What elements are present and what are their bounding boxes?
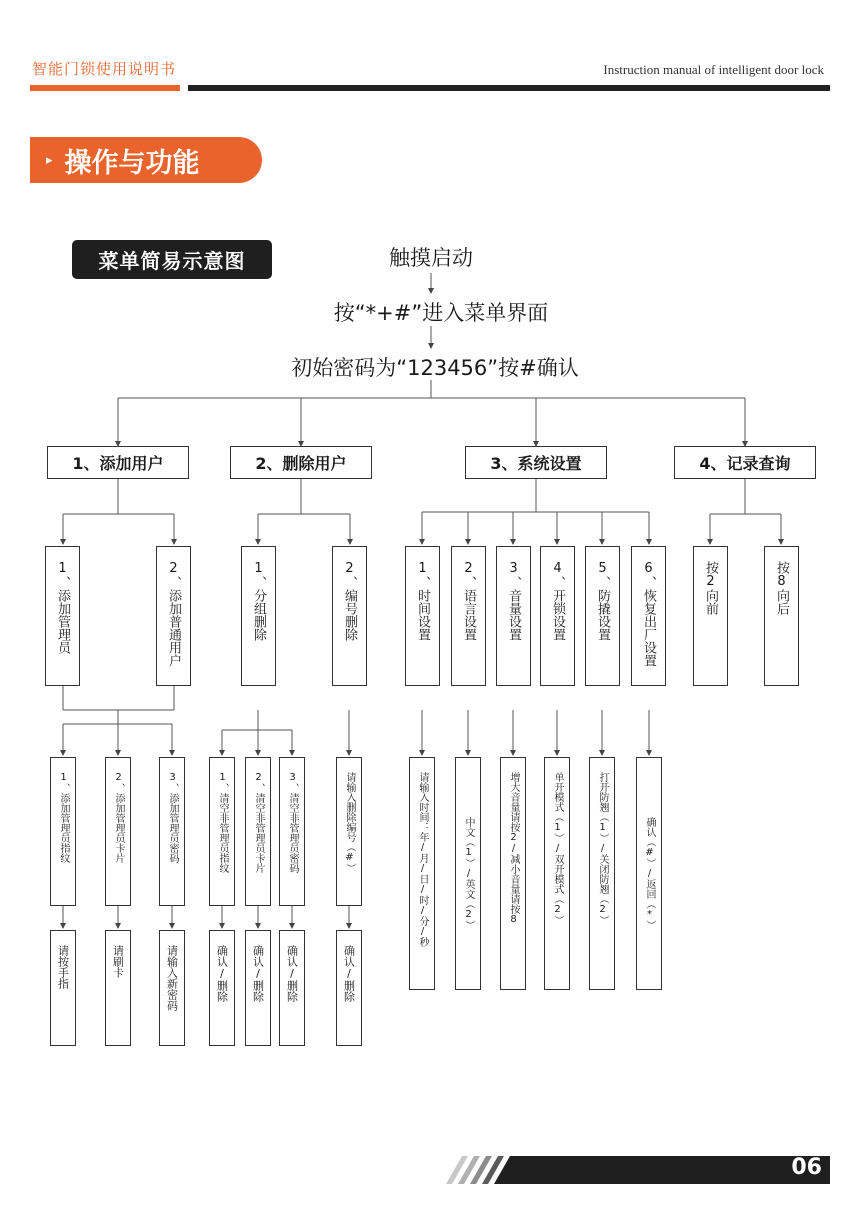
item-clear-passwords: 3、清空非管理员密码 — [279, 757, 305, 906]
item-time-input: 请输入时间：年/月/日/时/分/秒 — [409, 757, 435, 990]
sub-antipry-setting: 5、防撬设置 — [585, 546, 620, 686]
flow-step-password: 初始密码为“123456”按#确认 — [291, 356, 579, 380]
item-antipry-options: 打开防翘（1）/关闭防翘（2） — [589, 757, 615, 990]
item-language-options: 中文（1）/英文（2） — [455, 757, 481, 990]
manual-title-cn: 智能门锁使用说明书 — [32, 60, 177, 78]
item-clear-cards: 2、清空非管理员卡片 — [245, 757, 271, 906]
sub-record-forward: 按2向前 — [693, 546, 728, 686]
action-confirm-delete-passwords: 确认/删除 — [279, 930, 305, 1046]
sub-factory-reset: 6、恢复出厂设置 — [631, 546, 666, 686]
item-volume-options: 增大音量请按2/减小音量请按8 — [500, 757, 526, 990]
category-record-query: 4、记录查询 — [674, 446, 816, 479]
manual-title-en: Instruction manual of intelligent door lock — [603, 62, 824, 77]
sub-group-delete: 1、分组删除 — [241, 546, 276, 686]
footer-bar — [510, 1156, 830, 1184]
category-add-user: 1、添加用户 — [47, 446, 189, 479]
sub-unlock-setting: 4、开锁设置 — [540, 546, 575, 686]
category-delete-user: 2、删除用户 — [230, 446, 372, 479]
sub-time-setting: 1、时间设置 — [405, 546, 440, 686]
action-swipe-card: 请刷卡 — [105, 930, 131, 1046]
action-confirm-delete-number: 确认/删除 — [336, 930, 362, 1046]
action-confirm-delete-cards: 确认/删除 — [245, 930, 271, 1046]
flow-step-enter-menu: 按“*+#”进入菜单界面 — [333, 301, 549, 325]
flow-step-touch: 触摸启动 — [389, 246, 473, 270]
action-enter-new-password: 请输入新密码 — [159, 930, 185, 1046]
sub-volume-setting: 3、音量设置 — [496, 546, 531, 686]
item-enter-delete-number: 请输入删除编号（#） — [336, 757, 362, 906]
item-clear-fingerprints: 1、清空非管理员指纹 — [209, 757, 235, 906]
item-add-admin-fingerprint: 1、添加管理员指纹 — [50, 757, 76, 906]
menu-diagram-label: 菜单简易示意图 — [72, 240, 272, 279]
item-add-admin-card: 2、添加管理员卡片 — [105, 757, 131, 906]
sub-language-setting: 2、语言设置 — [451, 546, 486, 686]
category-system-settings: 3、系统设置 — [465, 446, 607, 479]
item-add-admin-password: 3、添加管理员密码 — [159, 757, 185, 906]
action-confirm-delete-fingerprints: 确认/删除 — [209, 930, 235, 1046]
sub-number-delete: 2、编号删除 — [332, 546, 367, 686]
sub-record-backward: 按8向后 — [764, 546, 799, 686]
sub-add-admin: 1、添加管理员 — [45, 546, 80, 686]
page-number: 06 — [791, 1155, 822, 1180]
triangle-icon: ▸ — [46, 152, 53, 168]
item-factory-reset-confirm: 确认（#）/返回（*） — [636, 757, 662, 990]
item-unlock-mode-options: 单开模式（1）/双开模式（2） — [544, 757, 570, 990]
action-press-finger: 请按手指 — [50, 930, 76, 1046]
section-title: 操作与功能 — [64, 147, 200, 179]
sub-add-normal-user: 2、添加普通用户 — [156, 546, 191, 686]
